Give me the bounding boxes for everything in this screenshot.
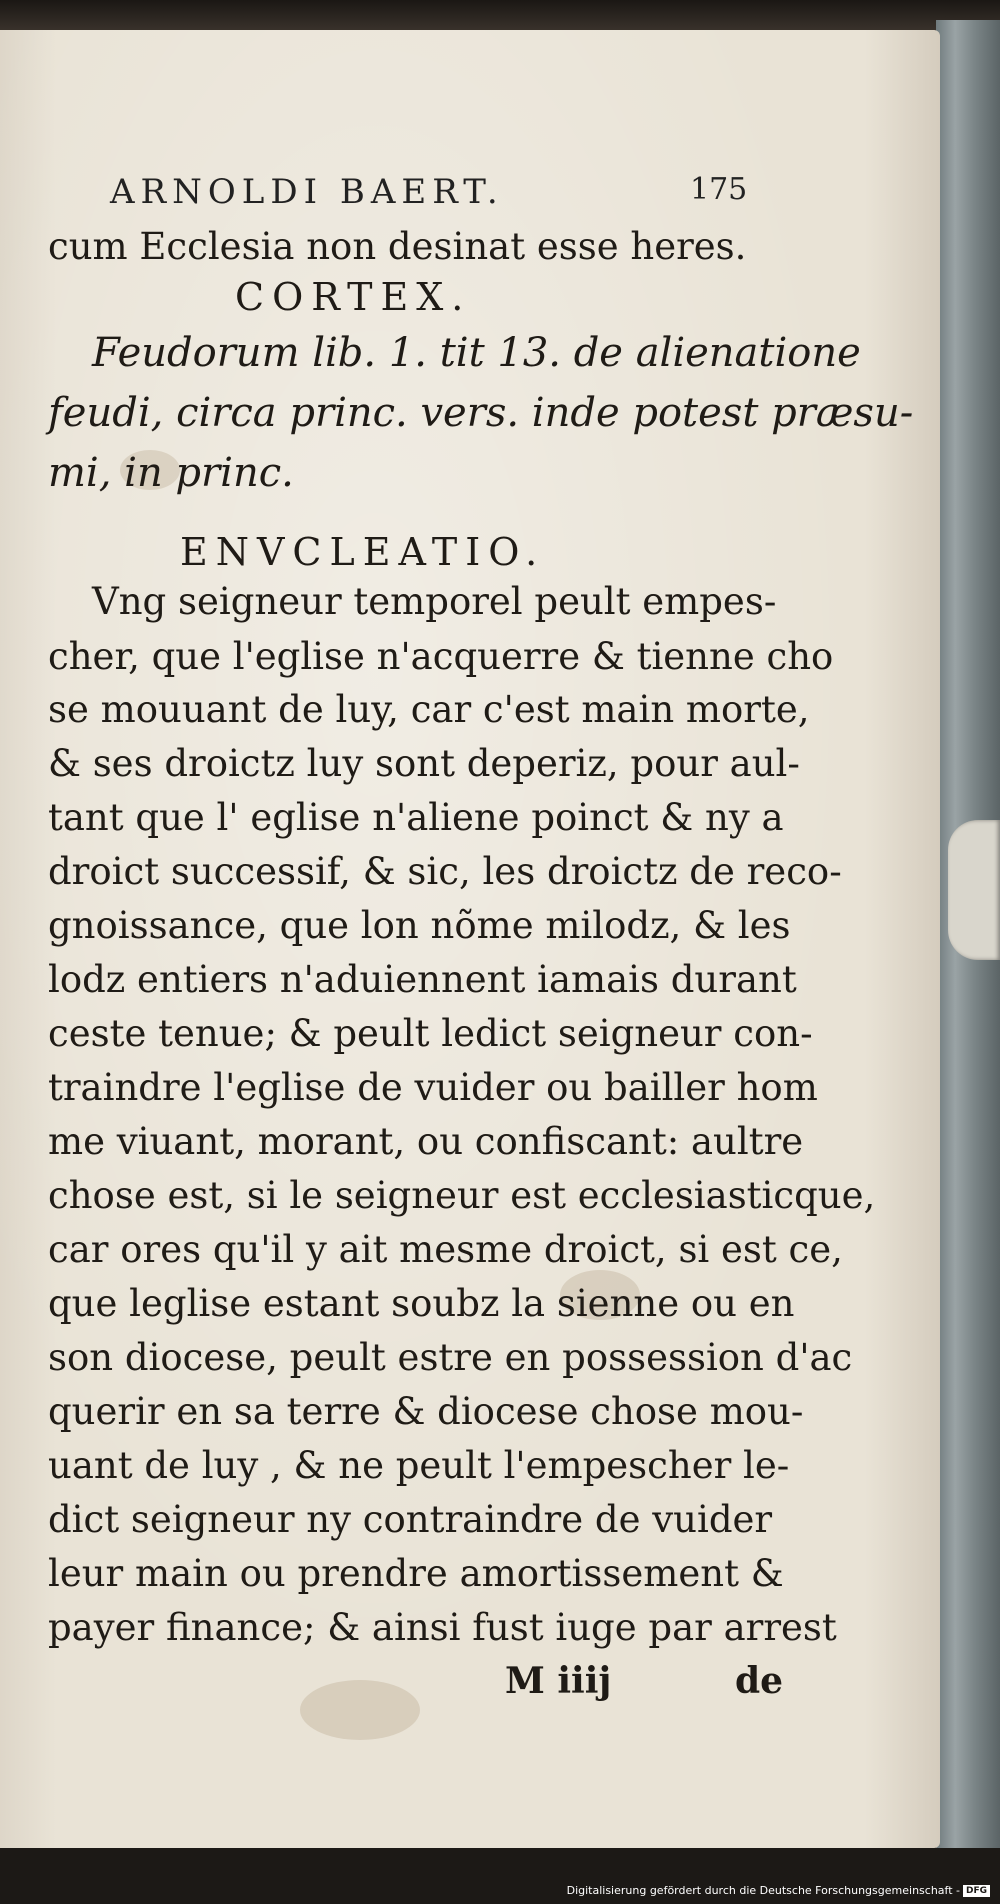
text-line: droict successif, & sic, les droictz de reco- (48, 850, 842, 893)
section-heading-enucleatio: ENVCLEATIO. (180, 530, 546, 574)
text-line: querir en sa terre & diocese chose mou- (48, 1390, 804, 1433)
dfg-logo-icon: DFG (963, 1885, 990, 1897)
text-line: Vng seigneur temporel peult empes- (92, 580, 777, 623)
text-line: cher, que l'eglise n'acquerre & tienne cho (48, 635, 834, 678)
digitization-credit (563, 1880, 994, 1902)
text-line: me viuant, morant, ou confiscant: aultre (48, 1120, 804, 1163)
credit-text: Digitalisierung gefördert durch die Deutsche Forschungsgemeinschaft - (566, 1884, 960, 1897)
text-line: lodz entiers n'aduiennent iamais durant (48, 958, 797, 1001)
page-number: 175 (690, 172, 748, 207)
text-line: leur main ou prendre amortissement & (48, 1552, 784, 1595)
text-line: son diocese, peult estre en possession d'ac (48, 1336, 853, 1379)
text-line: gnoissance, que lon nõme milodz, & les (48, 904, 791, 947)
paper-stain (300, 1680, 420, 1740)
running-title: ARNOLDI BAERT. (110, 172, 504, 212)
book-clasp (948, 820, 1000, 960)
text-line: mi, in princ. (48, 450, 294, 496)
text-line: payer finance; & ainsi fust iuge par arrest (48, 1606, 837, 1649)
text-line: feudi, circa princ. vers. inde potest præsu- (48, 390, 914, 436)
text-line: que leglise estant soubz la sienne ou en (48, 1282, 795, 1325)
catchword: de (735, 1660, 784, 1702)
text-line: uant de luy , & ne peult l'empescher le- (48, 1444, 790, 1487)
signature-mark: M iiij (505, 1660, 612, 1702)
text-line: Feudorum lib. 1. tit 13. de alienatione (92, 330, 861, 376)
text-line: ceste tenue; & peult ledict seigneur con- (48, 1012, 813, 1055)
text-line: tant que l' eglise n'aliene poinct & ny a (48, 796, 784, 839)
text-line: se mouuant de luy, car c'est main morte, (48, 688, 810, 731)
text-line: cum Ecclesia non desinat esse heres. (48, 225, 747, 268)
scan-top-edge (0, 0, 1000, 32)
section-heading-cortex: CORTEX. (235, 275, 472, 319)
text-line: car ores qu'il y ait mesme droict, si est ce, (48, 1228, 843, 1271)
text-line: chose est, si le seigneur est ecclesiasticque, (48, 1174, 876, 1217)
text-line: traindre l'eglise de vuider ou bailler hom (48, 1066, 818, 1109)
text-line: & ses droictz luy sont deperiz, pour aul- (48, 742, 800, 785)
text-line: dict seigneur ny contraindre de vuider (48, 1498, 773, 1541)
